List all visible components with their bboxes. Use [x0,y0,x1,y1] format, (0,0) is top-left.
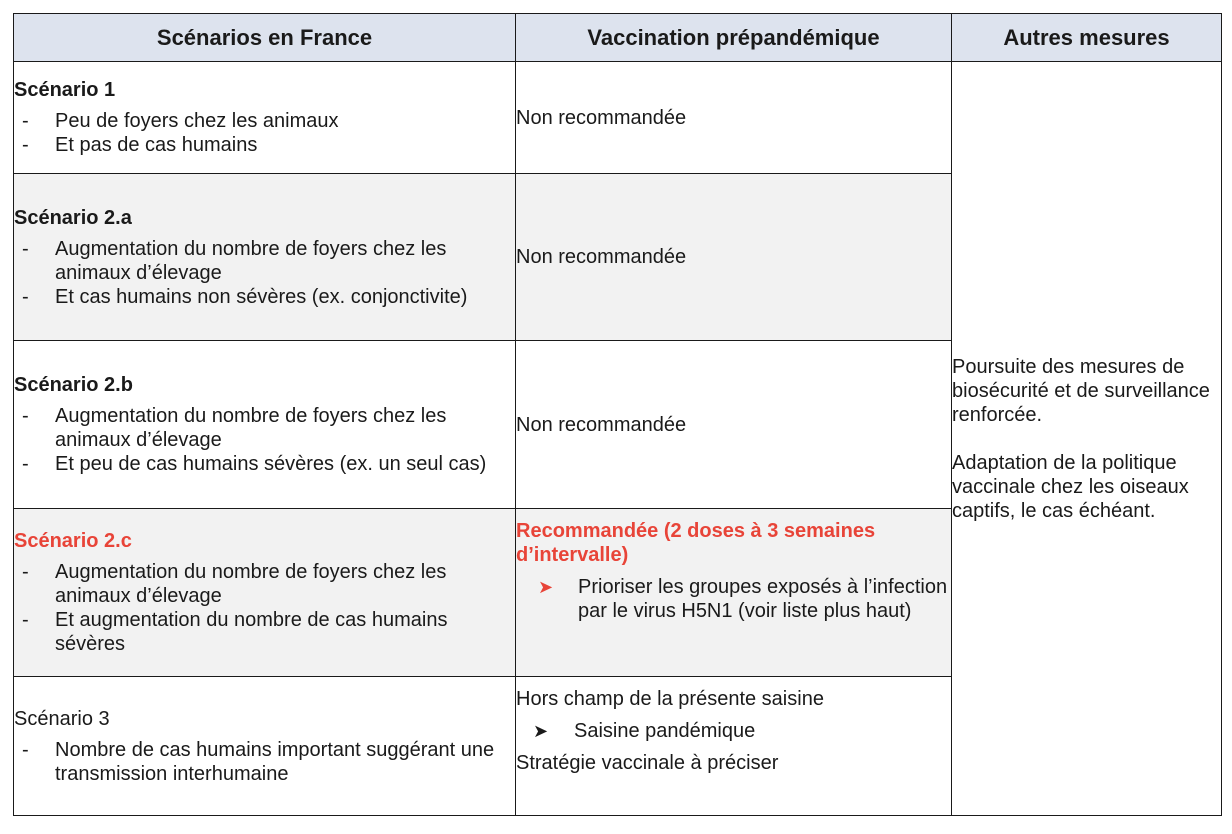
scenario-cell [14,677,516,816]
vaccination-cell [516,677,952,816]
list-item: - Augmentation du nombre de foyers chez les animaux d’élevage [14,560,515,608]
list-item: - Et augmentation du nombre de cas humains sévères [14,608,515,656]
list-item: - Peu de foyers chez les animaux [14,109,515,133]
header-row [14,14,1222,62]
header-autres-mesures: Autres mesures [952,14,1222,62]
list-item: - Augmentation du nombre de foyers chez les animaux d’élevage [14,237,515,285]
vaccination-line: Stratégie vaccinale à préciser [516,752,779,774]
vaccination-bullet-text: Saisine pandémique [574,720,756,742]
scenario-cell [14,341,516,509]
list-item: - Nombre de cas humains important suggérant une transmission interhumaine [14,738,515,786]
scenario-list [14,404,515,476]
header-scenarios: Scénarios en France [14,14,516,62]
vaccination-cell [516,62,952,174]
scenario-title: Scénario 3 [14,707,110,730]
autres-mesures-p2: Adaptation de la politique vaccinale chez les oiseaux captifs, le cas échéant. [952,451,1189,522]
vaccination-text: Non recommandée [516,106,687,129]
header-vaccination: Vaccination prépandémique [516,14,952,62]
vaccination-cell [516,174,952,341]
vaccination-recommended-title: Recommandée (2 doses à 3 semaines d’intervalle) [516,520,876,566]
scenario-cell [14,62,516,174]
list-item: - Augmentation du nombre de foyers chez les animaux d’élevage [14,404,515,452]
list-item: - Et cas humains non sévères (ex. conjonctivite) [14,285,515,309]
scenario-title: Scénario 1 [14,79,116,101]
scenario-title: Scénario 2.b [14,374,133,396]
vaccination-bullet [516,575,951,623]
table-row-scenario-1 [14,62,1222,174]
scenario-list [14,560,515,656]
vaccination-bullet-text: Prioriser les groupes exposés à l’infection par le virus H5N1 (voir liste plus haut) [578,576,948,622]
autres-mesures-cell [952,62,1222,816]
scenario-title: Scénario 2.c [14,530,132,552]
vaccination-cell [516,341,952,509]
arrowhead-bullet-icon: ➤ [533,721,549,741]
autres-mesures-p1: Poursuite des mesures de biosécurité et de surveillance renforcée. [952,355,1210,426]
vaccination-text: Non recommandée [516,413,687,436]
scenario-cell [14,174,516,341]
scenario-list [14,738,515,786]
vaccination-bullet [516,719,951,743]
scenarios-table [13,13,1222,816]
scenario-title: Scénario 2.a [14,206,132,229]
scenario-list [14,237,515,309]
arrowhead-bullet-icon: ➤ [538,577,554,597]
scenario-list [14,109,515,157]
list-item: - Et peu de cas humains sévères (ex. un seul cas) [14,452,515,476]
vaccination-line: Hors champ de la présente saisine [516,688,824,710]
list-item: - Et pas de cas humains [14,133,515,157]
vaccination-cell [516,509,952,677]
vaccination-text: Non recommandée [516,246,687,268]
scenario-cell [14,509,516,677]
